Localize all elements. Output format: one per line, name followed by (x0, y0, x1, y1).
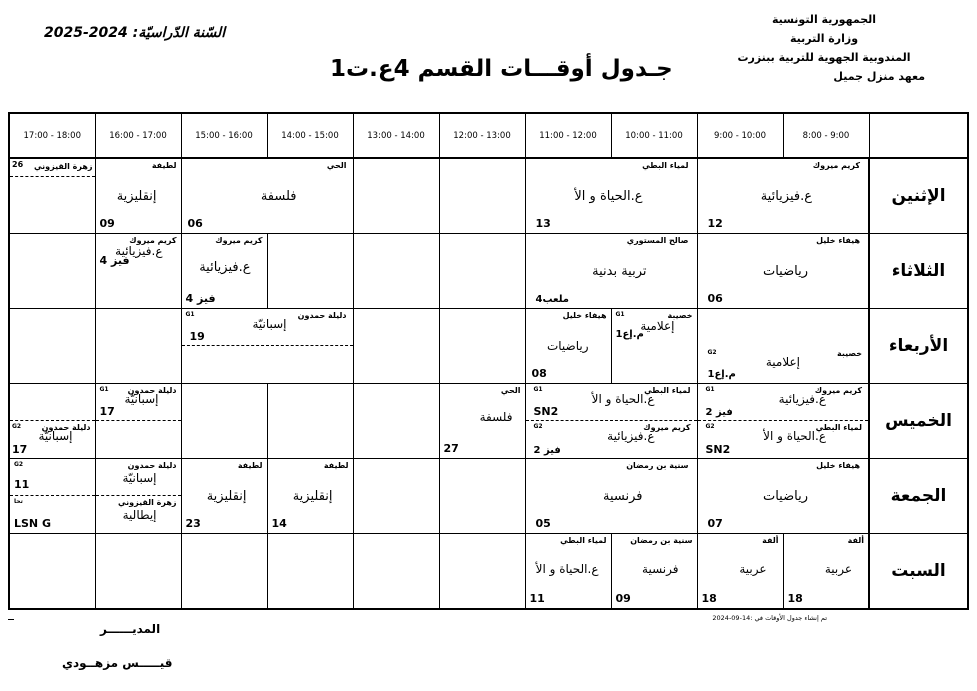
subject-name: ع.الحياة و الأ (535, 562, 599, 576)
empty-cell (353, 309, 439, 384)
empty-cell (439, 309, 525, 384)
room-number: 09 (615, 592, 631, 605)
room-number: 06 (187, 217, 203, 230)
teacher-name: هيفاء خليل (562, 311, 607, 320)
subject-name: رياضيات (546, 339, 589, 353)
teacher-name: لمياء البطي (642, 161, 689, 170)
room-number: فيز 4 (99, 254, 130, 267)
subject-name: ع.فيزيائية (760, 189, 812, 204)
director-label: المديــــــر (100, 622, 161, 636)
room-number: 17 (99, 405, 115, 418)
subject-name: إنقليزية (292, 489, 333, 504)
day-label-thursday: الخميس (869, 384, 968, 459)
teacher-name: لمياء البطي (560, 536, 607, 545)
corner-cell (869, 113, 968, 158)
time-slot: 12:00 - 13:00 (439, 113, 525, 158)
room-number: 12 (707, 217, 723, 230)
class-cell (439, 384, 525, 459)
class-cell (697, 158, 869, 234)
empty-cell (181, 384, 267, 459)
time-slot: 11:00 - 12:00 (525, 113, 611, 158)
teacher-name: الحي (500, 386, 521, 395)
timetable (8, 112, 969, 610)
class-cell (697, 384, 869, 459)
teacher-name: كريم ميروك (814, 386, 862, 395)
class-cell (697, 234, 869, 309)
room-number: 06 (707, 292, 723, 305)
class-cell (267, 459, 353, 534)
teacher-name: هيفاء خليل (816, 461, 860, 470)
time-slot: 13:00 - 14:00 (353, 113, 439, 158)
class-cell (9, 459, 95, 534)
subject-name: إسبانيّة (124, 392, 159, 406)
room-number: 11 (529, 592, 545, 605)
room-number: 08 (531, 367, 547, 380)
subject-name: إنقليزية (206, 489, 247, 504)
empty-cell (353, 234, 439, 309)
class-cell (697, 534, 783, 610)
subject-name: إسبانيّة (252, 317, 287, 331)
empty-cell (95, 534, 181, 610)
group-tag: G1 (533, 386, 543, 393)
class-cell (95, 459, 181, 534)
subject-name: فرنسية (642, 562, 679, 576)
group-tag: G1 (615, 311, 625, 318)
group-tag: G2 (533, 423, 543, 430)
room-number: فيز 2 (705, 407, 733, 418)
subject-name: إيطالية (122, 508, 157, 522)
group-tag: G1 (185, 311, 195, 318)
day-label-saturday: السبت (869, 534, 968, 610)
group-tag: G1 (705, 386, 715, 393)
time-slot: 16:00 - 17:00 (95, 113, 181, 158)
teacher-name: الحي (326, 161, 347, 170)
class-cell (697, 309, 869, 384)
empty-cell (267, 384, 353, 459)
class-cell (9, 158, 95, 234)
empty-cell (353, 158, 439, 234)
empty-cell (95, 309, 181, 384)
room-number: 27 (443, 442, 459, 455)
empty-cell (9, 534, 95, 610)
day-label-wednesday: الأربعاء (869, 309, 968, 384)
group-tag: G2 (12, 423, 22, 430)
subject-name: تربية بدنية (592, 264, 647, 279)
time-slot: 10:00 - 11:00 (611, 113, 697, 158)
room-number: 17 (12, 443, 28, 456)
room-number: فيز 4 (185, 292, 216, 305)
class-cell (525, 158, 697, 234)
room-number: 19 (189, 330, 205, 343)
empty-cell (181, 534, 267, 610)
administrative-header (729, 10, 925, 86)
room-number: 26 (12, 160, 24, 169)
teacher-name: ألفة (847, 536, 864, 545)
teacher-name: دليلة حمدون (127, 386, 177, 395)
group-tag: G2 (705, 423, 715, 430)
class-cell (611, 534, 697, 610)
subject-name: ع.الحياة و الأ (763, 429, 826, 443)
day-row-tuesday (9, 234, 968, 309)
regional-office: المندوبية الجهوية للتربية ببنزرت (737, 51, 911, 64)
school-year: السّنة الدّراسيّة: 2024-2025 (44, 25, 226, 41)
subject-name: إسبانيّة (38, 429, 73, 443)
room-number: SN2 (533, 405, 559, 418)
group-tag: G2 (707, 349, 717, 356)
page-title: جـدول أوقـــات القسم 4ع.ت1 (330, 56, 673, 82)
room-number: م.إع1 (615, 329, 644, 340)
day-row-monday (9, 158, 968, 234)
room-number: م.إع1 (707, 369, 736, 380)
class-cell (9, 384, 95, 459)
room-number: 05 (535, 517, 551, 530)
school-name: معهد منزل جميل (833, 70, 925, 83)
time-slot: 8:00 - 9:00 (783, 113, 869, 158)
room-number: 09 (99, 217, 115, 230)
class-cell (95, 158, 181, 234)
subject-name: ع.الحياة و الأ (591, 392, 655, 406)
class-cell (525, 534, 611, 610)
day-label-monday: الإثنين (869, 158, 968, 234)
day-label-tuesday: الثلاثاء (869, 234, 968, 309)
room-number: 14 (271, 517, 287, 530)
teacher-name: لطيفة (151, 161, 177, 170)
teacher-name: كريم ميروك (812, 161, 860, 170)
divider (8, 619, 14, 620)
time-slot: 15:00 - 16:00 (181, 113, 267, 158)
day-row-friday (9, 459, 968, 534)
empty-cell (353, 459, 439, 534)
class-cell (611, 309, 697, 384)
teacher-name: كريم ميروك (643, 423, 691, 432)
class-cell (95, 384, 181, 459)
empty-cell (9, 309, 95, 384)
teacher-name: سنية بن رمضان (630, 536, 693, 545)
room-number: LSN G (14, 517, 51, 530)
class-cell (783, 534, 869, 610)
class-cell (95, 234, 181, 309)
subject-name: ع.فيزيائية (607, 429, 655, 443)
class-cell (525, 459, 697, 534)
subject-name: رياضيات (762, 489, 808, 504)
room-number: SN2 (705, 443, 731, 456)
teacher-name: خصيبة (667, 311, 693, 320)
ministry-name: وزارة التربية (789, 32, 859, 45)
empty-cell (439, 459, 525, 534)
class-cell (181, 234, 267, 309)
class-cell (181, 459, 267, 534)
subject-name: فرنسية (603, 489, 643, 504)
subject-name: عربية (739, 562, 767, 576)
time-header-row (9, 113, 968, 158)
teacher-name: دليلة حمدون (41, 423, 91, 432)
teacher-name: لمياء البطي (815, 423, 862, 432)
class-cell (181, 309, 353, 384)
teacher-name: صالح المستوري (626, 236, 689, 245)
class-cell (181, 158, 353, 234)
group-tag: تحا (14, 498, 23, 505)
empty-cell (267, 234, 353, 309)
day-row-thursday (9, 384, 968, 459)
subject-name: إسبانيّة (122, 471, 157, 485)
teacher-name: دليلة حمدون (127, 461, 177, 470)
room-number: 13 (535, 217, 551, 230)
teacher-name: كريم ميروك (129, 236, 177, 245)
class-cell (525, 234, 697, 309)
teacher-name: لطيفة (237, 461, 263, 470)
day-row-saturday (9, 534, 968, 610)
room-number: 23 (185, 517, 201, 530)
teacher-name: زهرة القيزوني (118, 498, 177, 507)
teacher-name: لمياء البطي (644, 386, 691, 395)
subject-name: رياضيات (762, 264, 808, 279)
empty-cell (439, 158, 525, 234)
subject-name: ع.الحياة و الأ (574, 189, 643, 204)
subject-name: ع.فيزيائية (115, 244, 163, 258)
day-label-friday: الجمعة (869, 459, 968, 534)
room-number: 18 (787, 592, 803, 605)
teacher-name: زهرة القيزوني (34, 162, 93, 171)
subject-name: إعلامية (640, 319, 675, 333)
subject-name: ع.فيزيائية (778, 392, 826, 406)
time-slot: 17:00 - 18:00 (9, 113, 95, 158)
teacher-name: كريم ميروك (215, 236, 263, 245)
director-name: قيـــــس مزهــودي (62, 656, 173, 670)
subject-name: عربية (824, 562, 852, 576)
teacher-name: ألفة (762, 536, 779, 545)
empty-cell (353, 534, 439, 610)
empty-cell (439, 234, 525, 309)
generation-date: تم إنشاء جدول الأوقات في :14-09-2024 (712, 614, 827, 622)
empty-cell (353, 384, 439, 459)
group-tag: G1 (99, 386, 109, 393)
subject-name: ع.فيزيائية (199, 260, 251, 275)
room-number: 18 (701, 592, 717, 605)
time-slot: 14:00 - 15:00 (267, 113, 353, 158)
room-number: 07 (707, 517, 723, 530)
room-number: ملعب4 (535, 294, 569, 305)
empty-cell (439, 534, 525, 610)
teacher-name: هيفاء خليل (816, 236, 860, 245)
time-slot: 9:00 - 10:00 (697, 113, 783, 158)
teacher-name: دليلة حمدون (297, 311, 347, 320)
class-cell (525, 309, 611, 384)
subject-name: إعلامية (765, 355, 800, 369)
subject-name: فلسفة (479, 410, 513, 424)
country-name: الجمهورية التونسية (771, 13, 877, 26)
room-number: 11 (14, 478, 30, 491)
room-number: فيز 2 (533, 445, 561, 456)
class-cell (697, 459, 869, 534)
group-tag: G2 (14, 461, 24, 468)
subject-name: إنقليزية (116, 189, 157, 204)
subject-name: فلسفة (260, 189, 297, 204)
teacher-name: خصيبة (836, 349, 862, 358)
class-cell (525, 384, 697, 459)
empty-cell (9, 234, 95, 309)
day-row-wednesday (9, 309, 968, 384)
teacher-name: لطيفة (323, 461, 349, 470)
teacher-name: سنية بن رمضان (626, 461, 689, 470)
empty-cell (267, 534, 353, 610)
